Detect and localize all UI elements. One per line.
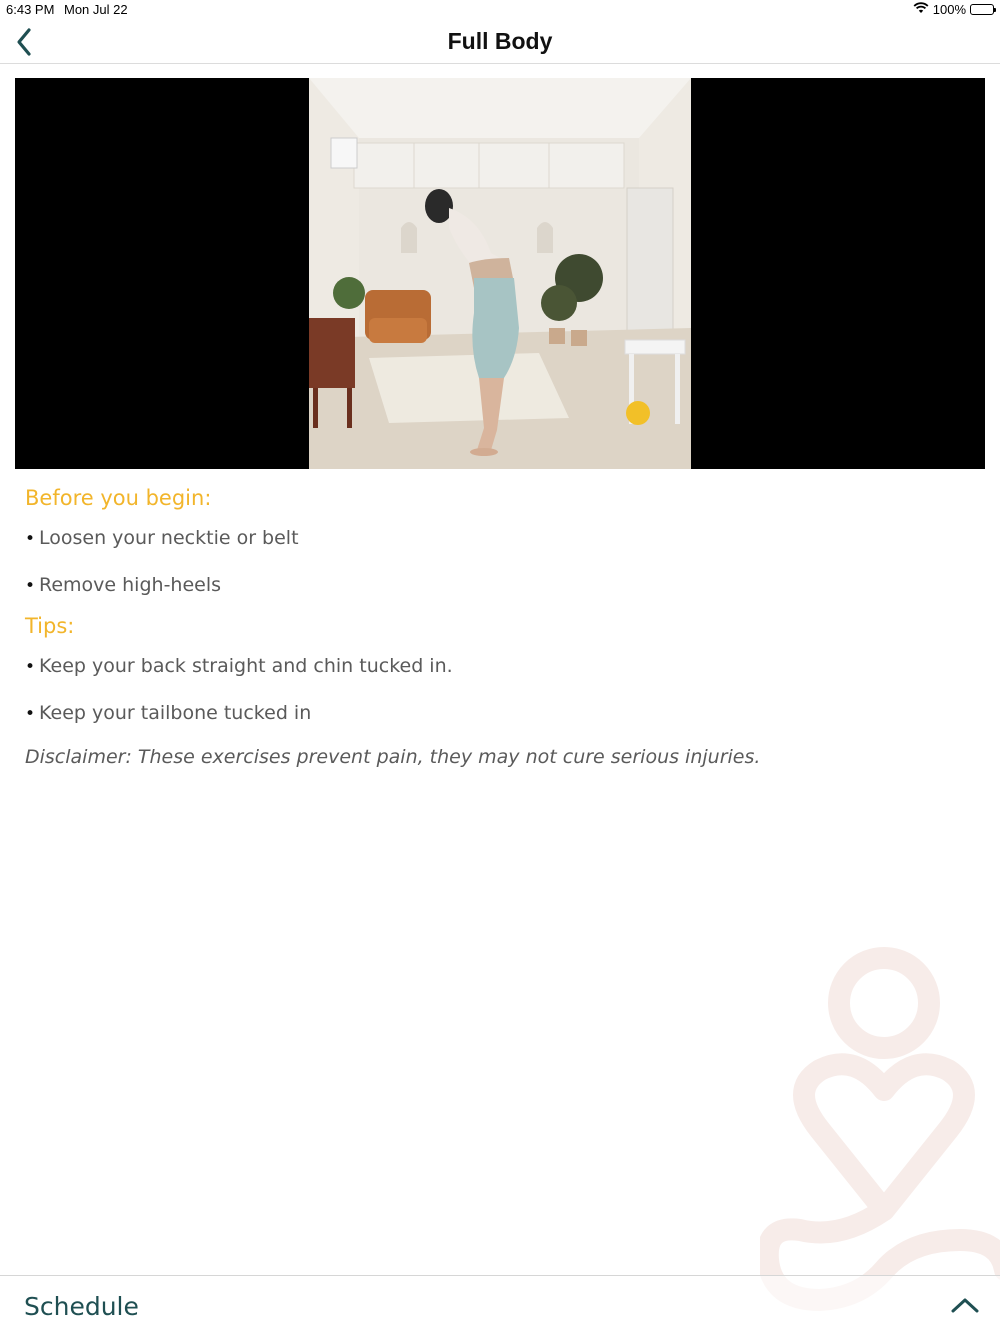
wifi-icon xyxy=(913,2,929,17)
list-item xyxy=(25,527,299,549)
bullet-icon: • xyxy=(25,704,36,724)
list-item xyxy=(25,655,453,677)
status-date: Mon Jul 22 xyxy=(64,2,128,17)
schedule-bar[interactable] xyxy=(0,1275,1000,1334)
bullet-icon: • xyxy=(25,576,36,596)
schedule-label: Schedule xyxy=(24,1292,139,1321)
status-bar xyxy=(0,0,1000,20)
list-item-text: Keep your tailbone tucked in xyxy=(39,702,312,724)
list-item-text: Loosen your necktie or belt xyxy=(39,527,299,549)
disclaimer-text: Disclaimer: These exercises prevent pain, they may not cure serious injuries. xyxy=(25,746,761,768)
tips-heading: Tips: xyxy=(25,614,75,638)
navigation-bar xyxy=(0,20,1000,64)
status-indicators xyxy=(913,2,994,17)
status-time: 6:43 PM xyxy=(6,2,55,17)
battery-percentage: 100% xyxy=(932,2,966,17)
before-you-begin-heading: Before you begin: xyxy=(25,486,212,510)
list-item-text: Remove high-heels xyxy=(39,574,222,596)
list-item xyxy=(25,574,221,596)
video-thumbnail xyxy=(309,78,691,469)
expand-schedule-button[interactable] xyxy=(948,1290,982,1320)
list-item-text: Keep your back straight and chin tucked in. xyxy=(39,655,453,677)
bullet-icon: • xyxy=(25,529,36,549)
page-title: Full Body xyxy=(447,28,553,54)
video-player[interactable] xyxy=(15,78,985,469)
chevron-up-icon xyxy=(950,1295,980,1315)
bullet-icon: • xyxy=(25,657,36,677)
battery-icon xyxy=(970,4,994,15)
list-item xyxy=(25,702,311,724)
